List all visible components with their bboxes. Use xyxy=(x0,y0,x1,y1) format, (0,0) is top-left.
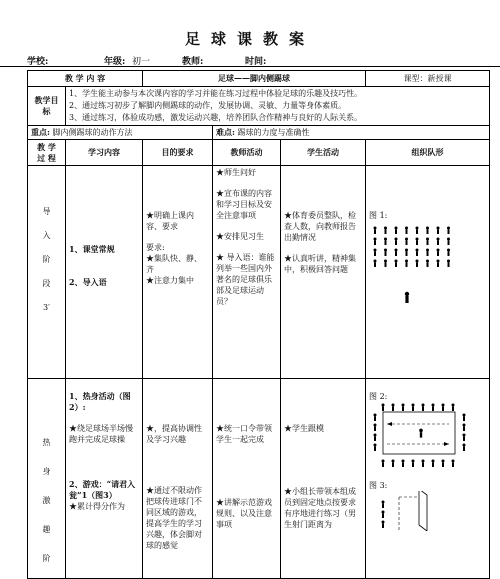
teacher-label: 教师: xyxy=(182,57,204,67)
stage-1-content: 1、课堂常规 2、导入语 xyxy=(66,166,143,379)
stage-2-label: 热 身 激 趣 阶 xyxy=(28,379,66,579)
grade-label: 年级: xyxy=(104,57,126,67)
content-label: 教 学 内 容 xyxy=(28,71,143,87)
stage-2-teacher: ★统一口令带领学生一起完成 ★讲解示范游戏规则、以及注意事项 xyxy=(213,379,281,579)
lesson-type: 课型：新授课 xyxy=(366,71,490,87)
key-point xyxy=(28,126,213,140)
figure-1-label: 图 1: xyxy=(369,211,388,220)
stage-2-formation xyxy=(366,379,490,579)
difficulty xyxy=(213,126,490,140)
stage-1-formation xyxy=(366,166,490,379)
col-header-goal: 目的要求 xyxy=(143,140,213,166)
goal-item: 2、通过练习初步了解脚内侧踢球的动作，发展协调、灵敏、力量等身体素质。 xyxy=(69,101,347,110)
time-label: 时间: xyxy=(245,57,267,67)
goal-item: 3、通过练习，体验成功感，激发运动兴趣，培养团队合作精神与良好的人际关系。 xyxy=(69,113,363,122)
figure-1-diagram xyxy=(369,221,484,311)
grade-value: 初一 xyxy=(132,57,151,67)
content-value: 足球——脚内侧踢球 xyxy=(143,71,366,87)
col-header-formation: 组织队形 xyxy=(366,140,490,166)
col-header-content: 学习内容 xyxy=(66,140,143,166)
figure-2-label: 图 2: xyxy=(369,392,388,401)
stage-2-student: ★学生跟模 ★小组长带领本组成员到固定地点按要求有序地进行练习（男生射门距离为 xyxy=(281,379,366,579)
stage-1-goal: ★明确上课内容、要求 要求: ★集队快、静、齐 ★注意力集中 xyxy=(143,166,213,379)
goals-label: 教学目标 xyxy=(28,87,66,126)
header-rule xyxy=(0,66,500,67)
figure-3-diagram xyxy=(369,491,484,531)
goals-list xyxy=(66,87,490,126)
document-title: 足球课教案 xyxy=(184,30,315,48)
lesson-plan-table xyxy=(27,70,490,579)
difficulty-label: 难点: xyxy=(216,127,235,137)
school-label: 学校: xyxy=(27,57,49,67)
col-header-student: 学生活动 xyxy=(281,140,366,166)
goal-item: 1、学生能主动参与本次课内容的学习并能在练习过程中体验足球的乐趣及技巧性。 xyxy=(69,89,363,98)
stage-1-student: ★体育委员整队，检查人数，向教师报告出勤情况 ★认真听讲，精神集中，积极回答问题 xyxy=(281,166,366,379)
stage-2-content: 1、热身活动（图2）: ★绕足球场半场慢跑并完成足球操 2、游戏：“请君入瓮”1（图3） ★累计得分作为 xyxy=(66,379,143,579)
stage-2-goal: ★，提高协调性及学习兴趣 ★通过不限动作把球传进球门不同区域的游戏，提高学生的学习兴趣，体会脚对球的感觉 xyxy=(143,379,213,579)
figure-2-diagram xyxy=(369,402,484,470)
col-header-teacher: 教师活动 xyxy=(213,140,281,166)
difficulty-value: 踢球的力度与准确性 xyxy=(237,128,310,137)
col-header-stage: 教 学 过 程 xyxy=(28,140,66,166)
key-label: 重点: xyxy=(31,127,50,137)
stage-1-label: 导 入 阶 段 3′ xyxy=(28,166,66,379)
stage-1-teacher: ★师生问好 ★宣布课的内容和学习目标及安全注意事项 ★安排见习生 ★ 导入语：谁能列举一些国内外著名的足球俱乐部及足球运动员？ xyxy=(213,166,281,379)
figure-3-label: 图 3: xyxy=(369,481,388,490)
key-value: 脚内侧踢球的动作方法 xyxy=(52,128,133,137)
